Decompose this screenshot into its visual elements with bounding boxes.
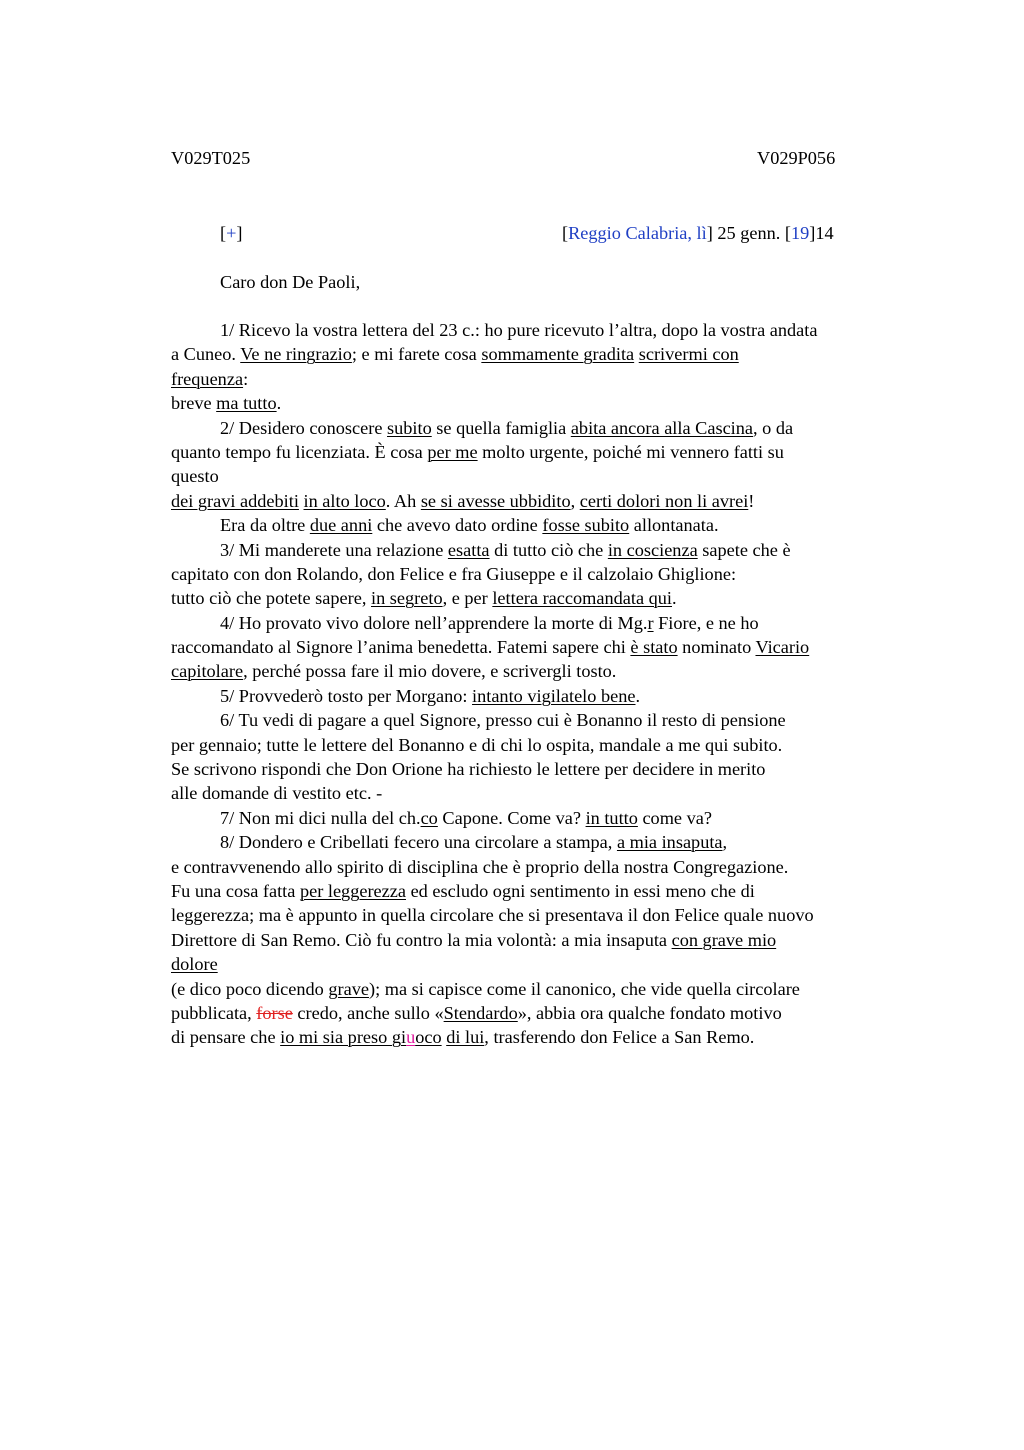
letter-date-line: [Reggio Calabria, lì] 25 genn. [19]14 — [562, 223, 834, 243]
line-text: 8/ Dondero e Cribellati fecero una circolare a stampa, — [220, 832, 617, 853]
underlined-text: Stendardo — [443, 1002, 518, 1023]
underlined-text: dolore — [171, 954, 218, 975]
line-text: 5/ Provvederò tosto per Morgano: — [220, 685, 473, 706]
line-text: di pensare che — [171, 1027, 281, 1048]
line-text: , — [722, 832, 728, 853]
line-text: ); ma si capisce come il canonico, che vide quella circolare — [368, 978, 800, 999]
line-text: , trasferendo don Felice a San Remo. — [484, 1027, 755, 1048]
underlined-text: dei gravi addebiti — [171, 490, 299, 511]
line-text: , — [570, 490, 580, 511]
line-text: : — [243, 368, 249, 389]
underlined-text: intanto vigilatelo bene — [472, 685, 636, 706]
line-text: di tutto ciò che — [489, 539, 608, 560]
letter-line — [171, 635, 911, 659]
letter-line — [171, 416, 911, 440]
letter-line — [171, 562, 911, 586]
line-text: pubblicata, — [171, 1002, 257, 1023]
line-text: Fu una cosa fatta — [171, 880, 300, 901]
line-text: capitato con don Rolando, don Felice e fra Giuseppe e il calzolaio Ghiglione: — [171, 563, 737, 584]
underlined-text: per leggerezza — [299, 880, 406, 901]
deleted-text: forse — [256, 1002, 293, 1023]
letter-line — [171, 806, 911, 830]
underlined-text: grave — [328, 978, 369, 999]
underlined-text: con grave mio — [671, 929, 777, 950]
letter-date-mid: ] 25 genn. [ — [706, 223, 791, 243]
line-text: Direttore di San Remo. Ciò fu contro la mia volontà: a mia insaputa — [171, 929, 672, 950]
letter-line — [171, 903, 911, 927]
letter-year-end: ]14 — [809, 223, 834, 243]
underlined-text: Ve ne ringrazio — [240, 344, 352, 365]
letter-line — [171, 391, 911, 415]
letter-body — [171, 318, 911, 1050]
underlined-text: ma tutto — [216, 393, 277, 414]
line-text: a Cuneo. — [171, 344, 241, 365]
underlined-text: in tutto — [585, 807, 638, 828]
letter-line — [171, 781, 911, 805]
line-text: che avevo dato ordine — [372, 515, 543, 536]
inserted-text: u — [406, 1027, 416, 1048]
letter-line — [171, 855, 911, 879]
letter-line — [171, 538, 911, 562]
letter-line — [171, 586, 911, 610]
line-text: , e per — [442, 588, 493, 609]
underlined-text: se si avesse ubbidito — [420, 490, 571, 511]
underlined-text: a mia insaputa — [616, 832, 723, 853]
letter-line — [171, 733, 911, 757]
letter-line — [171, 1001, 911, 1025]
line-text: credo, anche sullo « — [292, 1002, 444, 1023]
line-text: quanto tempo fu licenziata. È cosa — [171, 441, 428, 462]
line-text: ; e mi farete cosa — [351, 344, 482, 365]
line-text: . — [635, 685, 641, 706]
letter-line — [171, 928, 911, 952]
letter-line — [171, 977, 911, 1001]
underlined-text: in alto loco — [303, 490, 386, 511]
letter-line — [171, 342, 911, 366]
line-text: Era da oltre — [220, 515, 310, 536]
document-ref-left: V029T025 — [171, 148, 251, 168]
letter-line — [171, 1025, 911, 1049]
underlined-text: sommamente gradita — [481, 344, 635, 365]
letter-line — [171, 659, 911, 683]
underlined-text: in segreto — [371, 588, 443, 609]
underlined-text: co — [420, 807, 438, 828]
underlined-text: capitolare — [171, 661, 244, 682]
letter-line — [171, 684, 911, 708]
line-text: , perché possa fare il mio dovere, e scrivergli tosto. — [243, 661, 617, 682]
line-text: sapete che è — [697, 539, 791, 560]
letter-line — [171, 489, 911, 513]
underlined-text: di lui — [446, 1027, 485, 1048]
underlined-text: io mi sia preso gi — [280, 1027, 407, 1048]
line-text: 3/ Mi manderete una relazione — [220, 539, 448, 560]
line-text: (e dico poco dicendo — [171, 978, 329, 999]
line-text: ed escludo ogni sentimento in essi meno che di — [406, 880, 755, 901]
document-ref-right: V029P056 — [757, 148, 836, 168]
line-text: 7/ Non mi dici nulla del ch. — [220, 807, 421, 828]
letter-place: Reggio Calabria, lì — [568, 223, 707, 243]
line-text: 6/ Tu vedi di pagare a quel Signore, presso cui è Bonanno il resto di pensione — [220, 710, 786, 731]
underlined-text: subito — [387, 417, 432, 438]
underlined-text: Vicario — [755, 637, 810, 658]
letter-line — [171, 440, 911, 464]
letter-cross-marker: [+] — [220, 223, 243, 243]
line-text: . — [276, 393, 282, 414]
line-text: Capone. Come va? — [437, 807, 586, 828]
line-text: come va? — [637, 807, 712, 828]
underlined-text: abita ancora alla Cascina — [570, 417, 754, 438]
underlined-text: certi dolori non li avrei — [579, 490, 749, 511]
letter-year-editor: 19 — [790, 223, 810, 243]
letter-line — [171, 464, 911, 488]
underlined-text: in coscienza — [607, 539, 698, 560]
line-text: 1/ Ricevo la vostra lettera del 23 c.: ho pure ricevuto l’altra, dopo la vostra andata — [220, 320, 818, 340]
line-text: ! — [748, 490, 755, 511]
letter-line — [171, 879, 911, 903]
letter-line — [171, 708, 911, 732]
letter-line — [171, 830, 911, 854]
line-text: leggerezza; ma è appunto in quella circolare che si presentava il don Felice quale nuovo — [171, 905, 814, 926]
salutation: Caro don De Paoli, — [220, 272, 361, 292]
line-text: 2/ Desidero conoscere — [220, 417, 388, 438]
line-text: allontanata. — [629, 515, 719, 536]
line-text: Se scrivono rispondi che Don Orione ha richiesto le lettere per decidere in merito — [171, 759, 766, 780]
line-text: , o da — [753, 417, 794, 438]
underlined-text: frequenza — [171, 368, 244, 389]
line-text: . — [672, 588, 677, 609]
underlined-text: lettera raccomandata qui — [492, 588, 673, 609]
line-text: breve — [171, 393, 217, 414]
letter-line — [171, 513, 911, 537]
letter-line — [171, 318, 911, 342]
line-text: nominato — [677, 637, 756, 658]
line-text: . Ah — [385, 490, 421, 511]
letter-line — [171, 757, 911, 781]
underlined-text: scrivermi con — [638, 344, 739, 365]
underlined-text: due anni — [309, 515, 373, 536]
cross-sign: + — [226, 223, 237, 243]
letter-line — [171, 367, 911, 391]
line-text: Fiore, e ne ho — [653, 612, 759, 633]
underlined-text: oco — [415, 1027, 442, 1048]
underlined-text: fosse subito — [542, 515, 630, 536]
line-text: e contravvenendo allo spirito di disciplina che è proprio della nostra Congregazione. — [171, 856, 789, 877]
line-text: tutto ciò che potete sapere, — [171, 588, 371, 609]
letter-line — [171, 611, 911, 635]
line-text: molto urgente, poiché mi vennero fatti su — [477, 441, 784, 462]
underlined-text: è stato — [630, 637, 678, 658]
line-text: », abbia ora qualche fondato motivo — [517, 1002, 782, 1023]
line-text: se quella famiglia — [431, 417, 571, 438]
letter-line — [171, 952, 911, 976]
underlined-text: esatta — [447, 539, 490, 560]
line-text: 4/ Ho provato vivo dolore nell’apprendere la morte di Mg. — [220, 612, 648, 633]
line-text: questo — [171, 466, 219, 487]
line-text: per gennaio; tutte le lettere del Bonanno e di chi lo ospita, mandale a me qui subito. — [171, 734, 783, 755]
line-text: raccomandato al Signore l’anima benedetta. Fatemi sapere chi — [171, 637, 631, 658]
underlined-text: r — [647, 612, 654, 633]
line-text: alle domande di vestito etc. - — [171, 783, 383, 804]
underlined-text: per me — [427, 441, 478, 462]
